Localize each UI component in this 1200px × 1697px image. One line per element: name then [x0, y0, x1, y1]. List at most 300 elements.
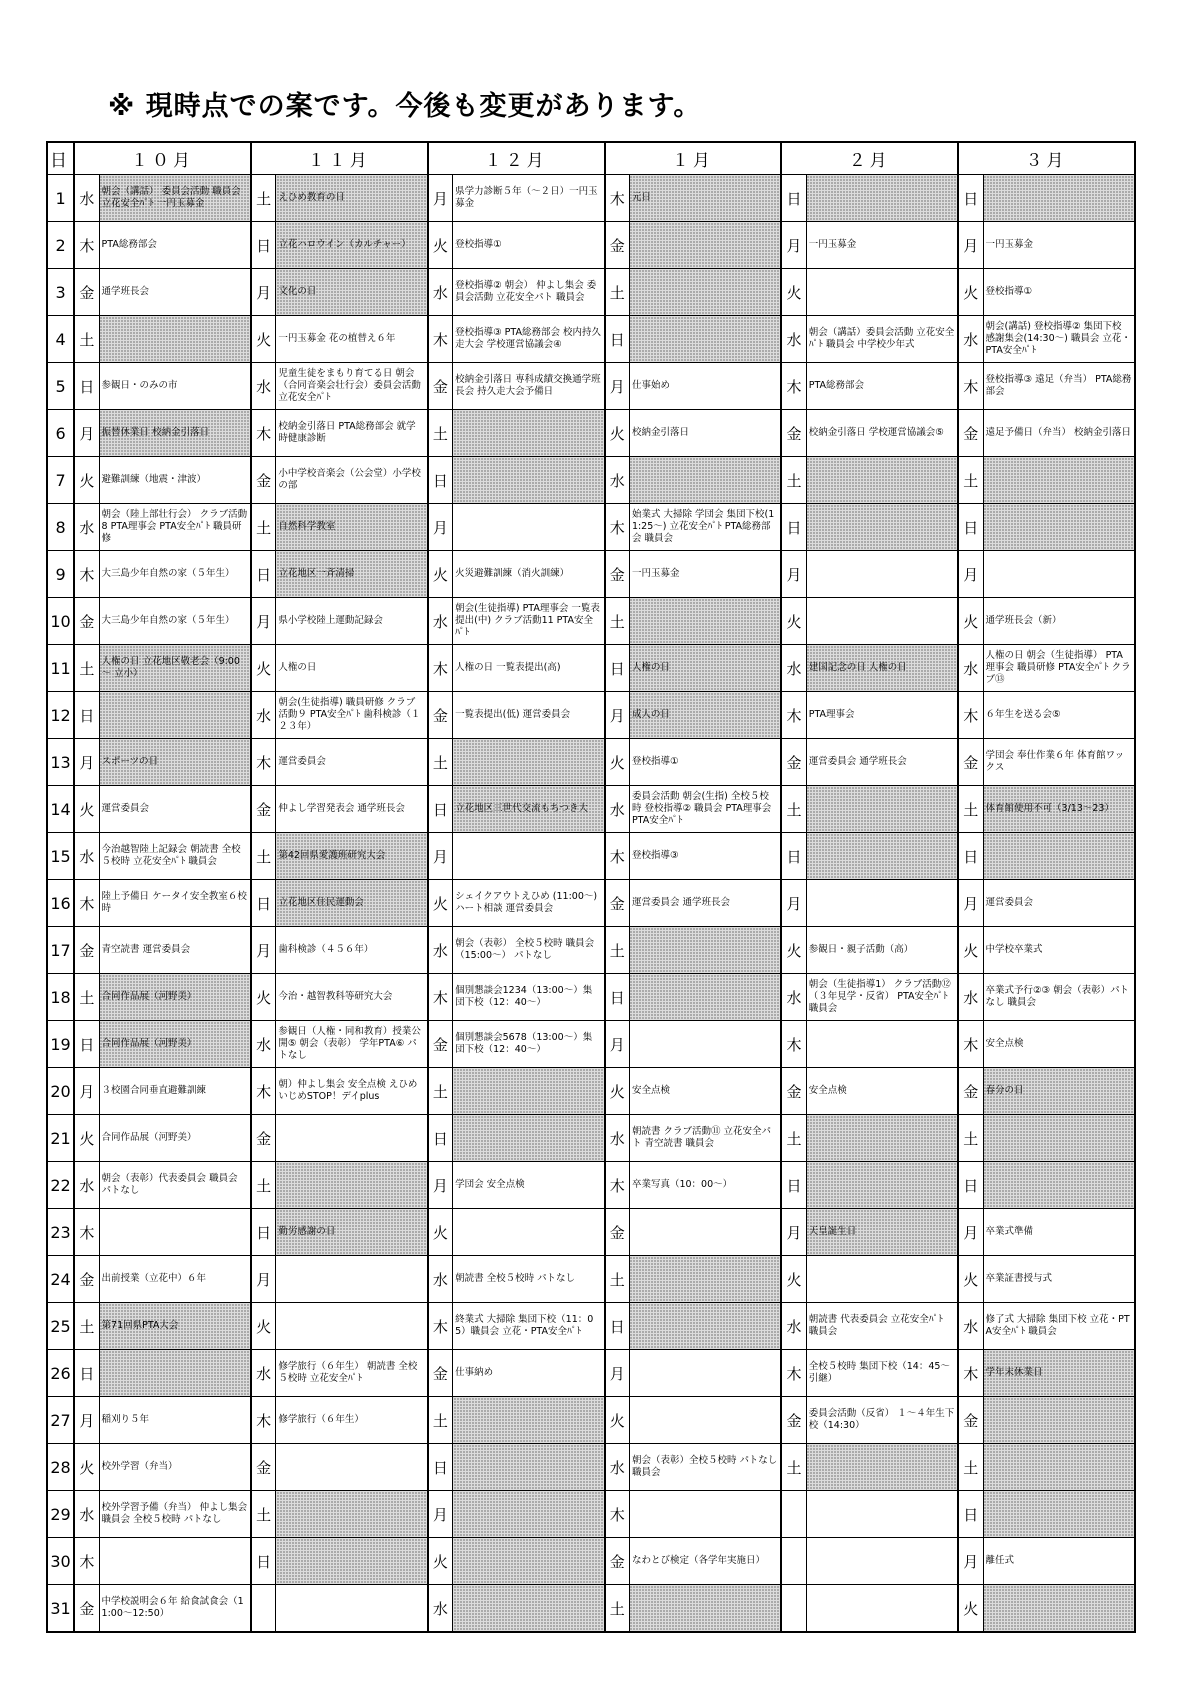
weekday-cell: 土 [958, 786, 983, 833]
weekday-cell: 月 [251, 1256, 276, 1303]
event-cell: 修学旅行（６年生） [276, 1397, 428, 1444]
day-number: 4 [47, 316, 74, 363]
weekday-cell: 月 [605, 1021, 630, 1068]
event-cell [806, 175, 958, 222]
weekday-cell: 日 [605, 974, 630, 1021]
day-row [47, 1021, 1135, 1068]
event-cell [806, 551, 958, 598]
weekday-cell: 木 [251, 1068, 276, 1115]
event-cell: 自然科学教室 [276, 504, 428, 551]
weekday-cell: 日 [781, 833, 806, 880]
event-cell: 運営委員会 [99, 786, 251, 833]
event-cell: 勤労感謝の日 [276, 1209, 428, 1256]
event-cell: 個別懇談会5678（13:00～）集団下校（12：40～） [453, 1021, 605, 1068]
day-number: 18 [47, 974, 74, 1021]
weekday-cell: 木 [251, 410, 276, 457]
weekday-cell: 月 [428, 175, 453, 222]
event-cell: PTA理事会 [806, 692, 958, 739]
day-row [47, 1538, 1135, 1585]
weekday-cell: 日 [428, 1115, 453, 1162]
event-cell: 卒業写真（10：00～） [629, 1162, 781, 1209]
event-cell: 火災避難訓練（消火訓練） [453, 551, 605, 598]
event-cell: 立花地区一斉清掃 [276, 551, 428, 598]
day-number: 1 [47, 175, 74, 222]
weekday-cell: 月 [605, 363, 630, 410]
event-cell [99, 1350, 251, 1397]
weekday-cell: 日 [958, 504, 983, 551]
day-number: 12 [47, 692, 74, 739]
weekday-cell [781, 1491, 806, 1538]
weekday-cell: 水 [428, 1585, 453, 1633]
event-cell [983, 1491, 1135, 1538]
event-cell: 人権の日 [276, 645, 428, 692]
event-cell: 参観日・親子活動（高） [806, 927, 958, 974]
weekday-cell: 金 [958, 739, 983, 786]
weekday-cell: 火 [605, 1068, 630, 1115]
weekday-cell: 月 [781, 880, 806, 927]
event-cell: 一円玉募金 [983, 222, 1135, 269]
weekday-cell: 土 [74, 316, 99, 363]
weekday-cell: 月 [958, 880, 983, 927]
day-row [47, 1491, 1135, 1538]
day-number: 27 [47, 1397, 74, 1444]
event-cell: 終業式 大掃除 集団下校（11：05）職員会 立花・PTA安全ﾊﾟﾄ [453, 1303, 605, 1350]
weekday-cell: 火 [74, 1115, 99, 1162]
event-cell [983, 833, 1135, 880]
event-cell: 全校５校時 集団下校（14：45～ 引継） [806, 1350, 958, 1397]
day-number: 22 [47, 1162, 74, 1209]
event-cell: シェイクアウトえひめ (11:00～) ハート相談 運営委員会 [453, 880, 605, 927]
event-cell: 学年末休業日 [983, 1350, 1135, 1397]
event-cell: 登校指導② 朝会） 仲よし集会 委員会活動 立花安全パト 職員会 [453, 269, 605, 316]
weekday-cell: 金 [74, 927, 99, 974]
day-number: 31 [47, 1585, 74, 1633]
header-month: １月 [605, 142, 782, 175]
day-number: 8 [47, 504, 74, 551]
event-cell: 朝読書 代表委員会 立花安全ﾊﾟﾄ 職員会 [806, 1303, 958, 1350]
day-row [47, 222, 1135, 269]
day-number: 10 [47, 598, 74, 645]
day-row [47, 739, 1135, 786]
event-cell: 運営委員会 [983, 880, 1135, 927]
weekday-cell: 金 [958, 410, 983, 457]
event-cell [629, 974, 781, 1021]
weekday-cell: 水 [605, 457, 630, 504]
weekday-cell: 月 [251, 598, 276, 645]
weekday-cell: 木 [251, 739, 276, 786]
weekday-cell: 木 [428, 974, 453, 1021]
day-row [47, 1209, 1135, 1256]
day-row [47, 1444, 1135, 1491]
weekday-cell: 火 [428, 880, 453, 927]
weekday-cell: 土 [428, 1397, 453, 1444]
event-cell: 卒業式予行②③ 朝会（表彰）パトなし 職員会 [983, 974, 1135, 1021]
event-cell: PTA総務部会 [99, 222, 251, 269]
event-cell [629, 457, 781, 504]
event-cell: 登校指導③ [629, 833, 781, 880]
weekday-cell: 月 [958, 222, 983, 269]
event-cell: 人権の日 [629, 645, 781, 692]
event-cell: 遠足予備日（弁当） 校納金引落日 [983, 410, 1135, 457]
weekday-cell: 日 [428, 457, 453, 504]
weekday-cell: 木 [74, 1209, 99, 1256]
event-cell: なわとび検定（各学年実施日） [629, 1538, 781, 1585]
weekday-cell: 日 [251, 1209, 276, 1256]
event-cell: 大三島少年自然の家（５年生） [99, 598, 251, 645]
event-cell [453, 410, 605, 457]
event-cell: 学団会 奉仕作業６年 体育館ワックス [983, 739, 1135, 786]
event-cell: 建国記念の日 人権の日 [806, 645, 958, 692]
event-cell [806, 457, 958, 504]
event-cell: 合同作品展（河野美） [99, 974, 251, 1021]
event-cell [806, 1162, 958, 1209]
event-cell: 第42回県愛護班研究大会 [276, 833, 428, 880]
weekday-cell: 木 [74, 1538, 99, 1585]
weekday-cell: 木 [251, 1397, 276, 1444]
weekday-cell: 土 [958, 1444, 983, 1491]
weekday-cell: 金 [781, 1397, 806, 1444]
weekday-cell: 金 [781, 410, 806, 457]
header-row [47, 142, 1135, 175]
event-cell: 一覧表提出(低) 運営委員会 [453, 692, 605, 739]
event-cell [453, 1538, 605, 1585]
event-cell [276, 1444, 428, 1491]
weekday-cell: 木 [781, 1021, 806, 1068]
weekday-cell: 水 [428, 269, 453, 316]
weekday-cell: 木 [958, 1021, 983, 1068]
event-cell: 校外学習（弁当） [99, 1444, 251, 1491]
weekday-cell: 火 [958, 1256, 983, 1303]
weekday-cell: 木 [428, 316, 453, 363]
weekday-cell: 火 [781, 927, 806, 974]
day-number: 7 [47, 457, 74, 504]
event-cell [453, 833, 605, 880]
event-cell [983, 457, 1135, 504]
weekday-cell: 土 [605, 927, 630, 974]
day-row [47, 1585, 1135, 1633]
header-month: ３月 [958, 142, 1135, 175]
event-cell: 安全点検 [983, 1021, 1135, 1068]
weekday-cell: 木 [605, 175, 630, 222]
event-cell: 仕事始め [629, 363, 781, 410]
event-cell: 稲刈り５年 [99, 1397, 251, 1444]
weekday-cell: 水 [251, 1350, 276, 1397]
weekday-cell: 火 [251, 645, 276, 692]
event-cell [629, 1021, 781, 1068]
event-cell: 朝会（講話）委員会活動 立花安全ﾊﾟﾄ 職員会 中学校少年式 [806, 316, 958, 363]
weekday-cell: 日 [958, 1162, 983, 1209]
weekday-cell: 火 [605, 739, 630, 786]
event-cell [629, 1209, 781, 1256]
event-cell: 元日 [629, 175, 781, 222]
weekday-cell: 日 [781, 1162, 806, 1209]
weekday-cell: 土 [74, 645, 99, 692]
event-cell [806, 1538, 958, 1585]
weekday-cell: 土 [781, 786, 806, 833]
weekday-cell: 金 [605, 222, 630, 269]
weekday-cell: 月 [958, 1209, 983, 1256]
notice-title: ※ 現時点での案です。今後も変更があります。 [108, 91, 702, 122]
event-cell [276, 1303, 428, 1350]
weekday-cell: 月 [428, 1491, 453, 1538]
weekday-cell: 火 [605, 410, 630, 457]
day-row [47, 1350, 1135, 1397]
event-cell [453, 1209, 605, 1256]
day-number: 21 [47, 1115, 74, 1162]
day-number: 20 [47, 1068, 74, 1115]
event-cell: 登校指導③ 遠足（弁当） PTA総務部会 [983, 363, 1135, 410]
day-row [47, 927, 1135, 974]
day-number: 23 [47, 1209, 74, 1256]
weekday-cell: 金 [74, 1256, 99, 1303]
weekday-cell: 木 [428, 1303, 453, 1350]
weekday-cell: 日 [251, 1538, 276, 1585]
header-month: １２月 [428, 142, 605, 175]
weekday-cell: 日 [74, 1350, 99, 1397]
event-cell: 中学校説明会６年 給食試食会（11:00～12:50） [99, 1585, 251, 1633]
event-cell: 陸上予備日 ケータイ安全教室６校時 [99, 880, 251, 927]
weekday-cell: 水 [958, 316, 983, 363]
weekday-cell: 土 [605, 598, 630, 645]
event-cell: 朝）仲よし集会 安全点検 えひめいじめSTOP！デイplus [276, 1068, 428, 1115]
event-cell [453, 1397, 605, 1444]
day-number: 26 [47, 1350, 74, 1397]
weekday-cell: 木 [781, 692, 806, 739]
weekday-cell: 水 [605, 786, 630, 833]
event-cell: 安全点検 [629, 1068, 781, 1115]
event-cell: 振替休業日 校納金引落日 [99, 410, 251, 457]
weekday-cell: 木 [74, 880, 99, 927]
event-cell: 立花地区三世代交流もちつき大 [453, 786, 605, 833]
event-cell [453, 457, 605, 504]
event-cell: 通学班長会 [99, 269, 251, 316]
weekday-cell: 火 [251, 974, 276, 1021]
event-cell: 参観日・のみの市 [99, 363, 251, 410]
day-number: 9 [47, 551, 74, 598]
event-cell: 朝読書 全校５校時 パトなし [453, 1256, 605, 1303]
event-cell [806, 1585, 958, 1633]
weekday-cell: 日 [74, 363, 99, 410]
weekday-cell: 月 [605, 692, 630, 739]
event-cell: PTA総務部会 [806, 363, 958, 410]
weekday-cell: 火 [958, 269, 983, 316]
weekday-cell: 金 [74, 269, 99, 316]
weekday-cell: 木 [74, 222, 99, 269]
event-cell: 人権の日 一覧表提出(高) [453, 645, 605, 692]
event-cell: 朝会（生徒指導1） クラブ活動⑫（３年見学・反省） PTA安全ﾊﾟﾄ 職員会 [806, 974, 958, 1021]
weekday-cell: 金 [251, 786, 276, 833]
weekday-cell: 月 [74, 739, 99, 786]
day-number: 19 [47, 1021, 74, 1068]
weekday-cell: 月 [781, 222, 806, 269]
weekday-cell: 金 [605, 880, 630, 927]
weekday-cell: 土 [605, 1256, 630, 1303]
event-cell [453, 1068, 605, 1115]
weekday-cell: 月 [428, 833, 453, 880]
weekday-cell: 水 [958, 1303, 983, 1350]
event-cell: 児童生徒をまもり育てる日 朝会（合同音楽会壮行会）委員会活動 立花安全ﾊﾟﾄ [276, 363, 428, 410]
event-cell [806, 1115, 958, 1162]
weekday-cell: 日 [428, 786, 453, 833]
event-cell: 校納金引落日 学校運営協議会⑤ [806, 410, 958, 457]
event-cell [99, 692, 251, 739]
day-number: 2 [47, 222, 74, 269]
day-row [47, 504, 1135, 551]
event-cell: 委員会活動（反省） １～４年生下校（14:30） [806, 1397, 958, 1444]
event-cell [453, 1585, 605, 1633]
event-cell: 始業式 大掃除 学団会 集団下校(11:25～) 立花安全ﾊﾟﾄ PTA総務部会 職員会 [629, 504, 781, 551]
day-row [47, 1256, 1135, 1303]
event-cell [629, 1491, 781, 1538]
weekday-cell [781, 1538, 806, 1585]
weekday-cell: 土 [74, 1303, 99, 1350]
weekday-cell: 金 [428, 692, 453, 739]
event-cell: 大三島少年自然の家（５年生） [99, 551, 251, 598]
weekday-cell: 火 [428, 551, 453, 598]
weekday-cell: 土 [251, 1162, 276, 1209]
day-number: 30 [47, 1538, 74, 1585]
event-cell: 県学力診断５年（～２日）一円玉募金 [453, 175, 605, 222]
weekday-cell: 水 [781, 316, 806, 363]
event-cell [276, 1162, 428, 1209]
event-cell: 安全点検 [806, 1068, 958, 1115]
day-row [47, 598, 1135, 645]
event-cell: 第71回県PTA大会 [99, 1303, 251, 1350]
day-row [47, 645, 1135, 692]
weekday-cell: 木 [958, 363, 983, 410]
event-cell: 朝会（表彰） 全校５校時 職員会（15:00～） パトなし [453, 927, 605, 974]
weekday-cell: 火 [74, 786, 99, 833]
weekday-cell: 日 [958, 175, 983, 222]
weekday-cell: 水 [781, 974, 806, 1021]
event-cell [806, 1444, 958, 1491]
event-cell [983, 1397, 1135, 1444]
event-cell [983, 175, 1135, 222]
weekday-cell: 月 [428, 504, 453, 551]
day-row [47, 363, 1135, 410]
weekday-cell: 金 [74, 598, 99, 645]
event-cell: 朝会（表彰）代表委員会 職員会 パトなし [99, 1162, 251, 1209]
day-number: 17 [47, 927, 74, 974]
event-cell [806, 1491, 958, 1538]
weekday-cell: 木 [958, 1350, 983, 1397]
weekday-cell: 金 [251, 1444, 276, 1491]
weekday-cell: 火 [74, 457, 99, 504]
event-cell [99, 1209, 251, 1256]
weekday-cell: 日 [605, 1303, 630, 1350]
event-cell [983, 1444, 1135, 1491]
event-cell: 登校指導① [453, 222, 605, 269]
event-cell: 文化の日 [276, 269, 428, 316]
day-number: 5 [47, 363, 74, 410]
event-cell: 朝会（講話） 委員会活動 職員会 立花安全ﾊﾟﾄ 一円玉募金 [99, 175, 251, 222]
event-cell [983, 1585, 1135, 1633]
event-cell: 春分の日 [983, 1068, 1135, 1115]
weekday-cell: 土 [251, 833, 276, 880]
event-cell [983, 1162, 1135, 1209]
weekday-cell: 金 [251, 457, 276, 504]
event-cell: 出前授業（立花中）６年 [99, 1256, 251, 1303]
weekday-cell: 水 [428, 598, 453, 645]
weekday-cell: 金 [428, 363, 453, 410]
weekday-cell: 水 [74, 504, 99, 551]
event-cell: 人権の日 立花地区敬老会（9:00～ 立小） [99, 645, 251, 692]
weekday-cell: 月 [251, 269, 276, 316]
weekday-cell: 木 [428, 645, 453, 692]
event-cell [983, 551, 1135, 598]
event-cell [629, 598, 781, 645]
event-cell: 小中学校音楽会（公会堂）小学校の部 [276, 457, 428, 504]
event-cell [453, 1491, 605, 1538]
weekday-cell: 火 [428, 222, 453, 269]
event-cell: 朝会（表彰）全校５校時 パトなし 職員会 [629, 1444, 781, 1491]
event-cell: 登校指導① [983, 269, 1135, 316]
event-cell: 卒業式準備 [983, 1209, 1135, 1256]
event-cell: えひめ教育の日 [276, 175, 428, 222]
day-row [47, 316, 1135, 363]
weekday-cell: 水 [958, 645, 983, 692]
event-cell: 合同作品展（河野美） [99, 1021, 251, 1068]
event-cell: 参観日（人権・同和教育）授業公開⑤ 朝会（表彰） 学年PTA⑥ パトなし [276, 1021, 428, 1068]
day-number: 24 [47, 1256, 74, 1303]
weekday-cell: 木 [781, 363, 806, 410]
event-cell: 委員会活動 朝会(生指) 全校５校時 登校指導② 職員会 PTA理事会 PTA安全ﾊﾟﾄ [629, 786, 781, 833]
weekday-cell: 土 [428, 410, 453, 457]
weekday-cell: 月 [74, 1068, 99, 1115]
day-number: 29 [47, 1491, 74, 1538]
weekday-cell: 月 [958, 1538, 983, 1585]
event-cell [629, 927, 781, 974]
weekday-cell [781, 1585, 806, 1633]
day-row [47, 457, 1135, 504]
event-cell: 立花地区住民運動会 [276, 880, 428, 927]
day-row [47, 175, 1135, 222]
header-day-label: 日 [47, 142, 74, 175]
event-cell [806, 504, 958, 551]
weekday-cell: 土 [251, 175, 276, 222]
day-row [47, 1162, 1135, 1209]
event-cell [629, 316, 781, 363]
event-cell [629, 1585, 781, 1633]
header-month: １０月 [74, 142, 251, 175]
weekday-cell: 金 [605, 1209, 630, 1256]
event-cell: 成人の日 [629, 692, 781, 739]
weekday-cell: 火 [781, 269, 806, 316]
weekday-cell: 水 [251, 1021, 276, 1068]
event-cell [806, 1256, 958, 1303]
event-cell [453, 739, 605, 786]
weekday-cell: 金 [958, 1397, 983, 1444]
header-month: ２月 [781, 142, 958, 175]
weekday-cell: 土 [74, 974, 99, 1021]
event-cell: 一円玉募金 [806, 222, 958, 269]
weekday-cell: 火 [958, 1585, 983, 1633]
event-cell [276, 1115, 428, 1162]
event-cell: 立花ハロウイン（カルチャー） [276, 222, 428, 269]
weekday-cell: 金 [781, 739, 806, 786]
event-cell: 青空読書 運営委員会 [99, 927, 251, 974]
event-cell [806, 786, 958, 833]
weekday-cell: 火 [605, 1397, 630, 1444]
weekday-cell: 水 [605, 1115, 630, 1162]
event-cell [806, 1021, 958, 1068]
weekday-cell: 木 [74, 551, 99, 598]
weekday-cell: 土 [251, 504, 276, 551]
event-cell: 運営委員会 [276, 739, 428, 786]
weekday-cell: 水 [74, 1491, 99, 1538]
weekday-cell: 木 [958, 692, 983, 739]
event-cell: 修了式 大掃除 集団下校 立花・PTA安全ﾊﾟﾄ 職員会 [983, 1303, 1135, 1350]
